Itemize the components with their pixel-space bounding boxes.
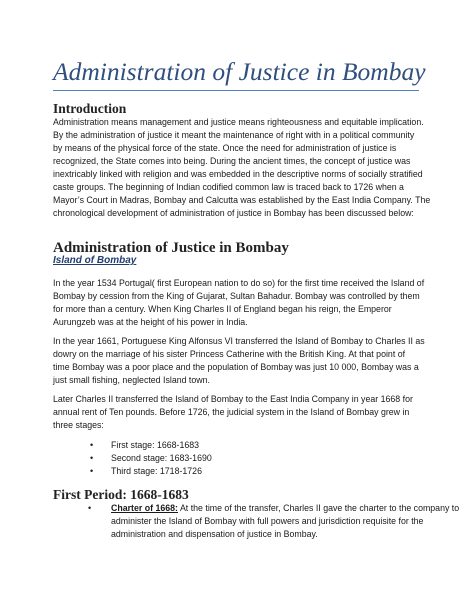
stage-item: Third stage: 1718-1726 — [111, 466, 202, 476]
bullet-dot-icon: • — [90, 466, 94, 476]
para2-line: time Bombay was a poor place and the population of Bombay was just 10 000, Bombay was a — [53, 362, 419, 372]
charter-line: administer the Island of Bombay with full powers and jurisdiction requisite for the — [111, 516, 424, 526]
charter-label: Charter of 1668: — [111, 503, 178, 513]
para3-line: Later Charles II transferred the Island of Bombay to the East India Company in year 1668 for — [53, 394, 413, 404]
intro-line: recognized, the State comes into being. During the ancient times, the concept of justice was — [53, 156, 411, 166]
intro-line: Mayor’s Court in Madras, Bombay and Calcutta was established by the East India Company. The — [53, 195, 431, 205]
charter-line: administration and dispensation of justice in Bombay. — [111, 529, 318, 539]
document-title: Administration of Justice in Bombay — [53, 57, 426, 86]
charter-line — [111, 502, 459, 514]
bullet-dot-icon: • — [90, 453, 94, 463]
para1-line: In the year 1534 Portugal( first European nation to do so) for the first time received the Island of — [53, 278, 425, 288]
intro-line: by means of the physical force of the state. Once the need for administration of justice is — [53, 143, 397, 153]
stage-item: Second stage: 1683-1690 — [111, 453, 212, 463]
intro-line: caste groups. The beginning of Indian codified common law is traced back to 1726 when a — [53, 182, 404, 192]
intro-heading: Introduction — [53, 101, 127, 116]
first-period-heading: First Period: 1668-1683 — [53, 487, 189, 502]
charter-text: At the time of the transfer, Charles II gave the charter to the company to — [177, 503, 460, 513]
intro-line: inextricably linked with religion and was embedded in the descriptive norms of socially stratified — [53, 169, 423, 179]
intro-line: Administration means management and justice means righteousness and equitable implication. — [53, 117, 424, 127]
stage-item: First stage: 1668-1683 — [111, 440, 200, 450]
para3-line: annual rent of Ten pounds. Before 1726, the judicial system in the Island of Bombay grew in — [53, 407, 410, 417]
section-heading: Administration of Justice in Bombay — [53, 240, 289, 256]
para1-line: Bombay by cession from the King of Gujarat, Sultan Bahadur. Bombay was controlled by them — [53, 291, 420, 301]
bullet-dot-icon: • — [88, 503, 92, 513]
intro-line: chronological development of administration of justice in Bombay has been discussed below: — [53, 208, 414, 218]
para2-line: just small fishing, neglected Island town. — [53, 375, 210, 385]
para1-line: for more than a century. When King Charles II of England began his reign, the Emperor — [53, 304, 392, 314]
para1-line: Aurungzeb was at the height of his power in India. — [53, 317, 248, 327]
title-underline-rule — [53, 90, 419, 91]
bullet-dot-icon: • — [90, 440, 94, 450]
para2-line: dowry on the marriage of his sister Princess Catherine with the British King. At that point of — [53, 349, 406, 359]
section-subheading: Island of Bombay — [53, 255, 137, 266]
intro-line: By the administration of justice it meant the maintenance of right with in a political community — [53, 130, 415, 140]
para2-line: In the year 1661, Portuguese King Alfonsus VI transferred the Island of Bombay to Charles II as — [53, 336, 425, 346]
para3-line: three stages: — [53, 420, 104, 430]
